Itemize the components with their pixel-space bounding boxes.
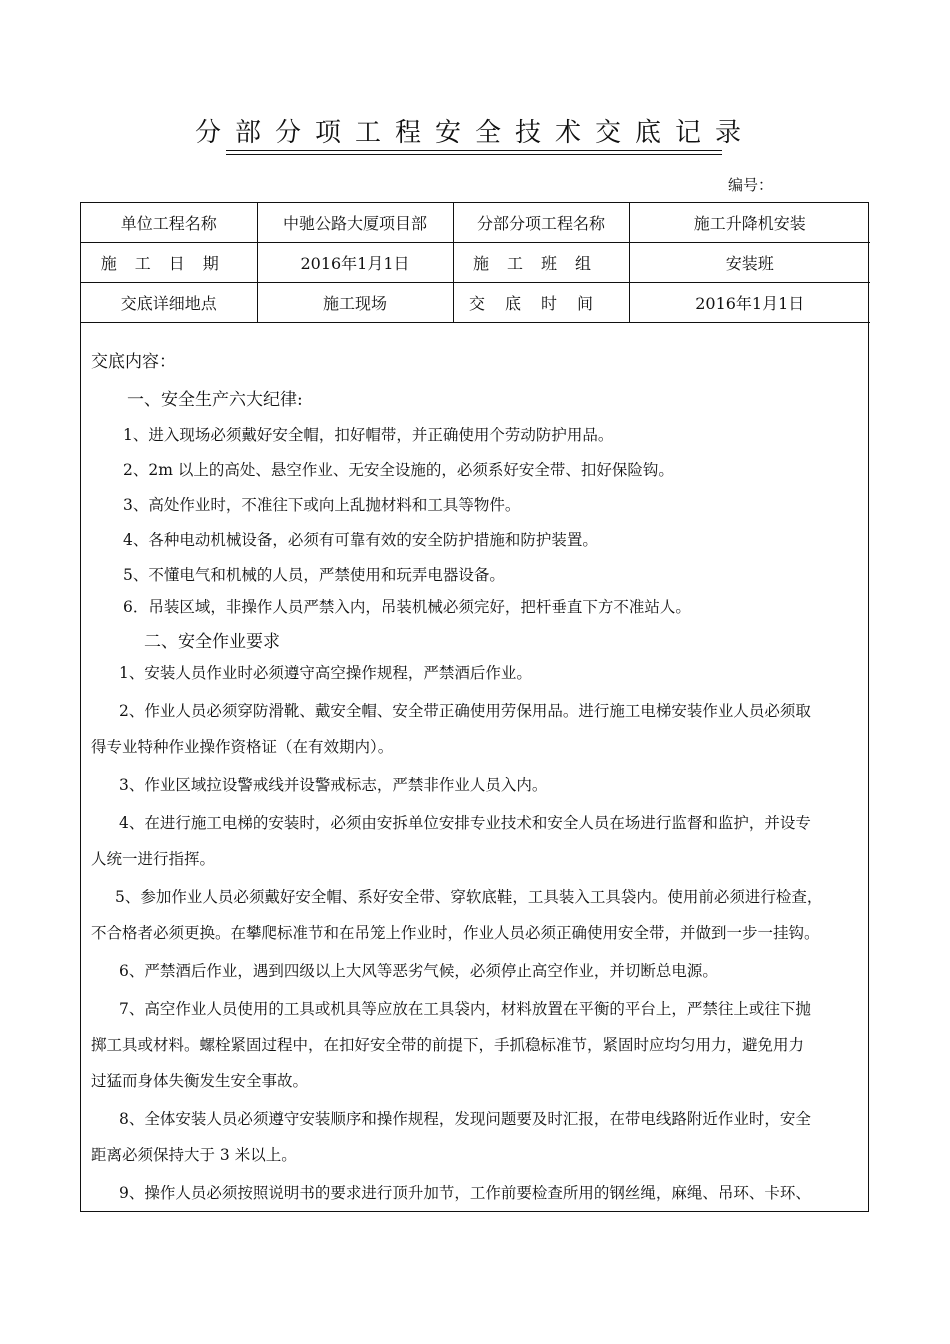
table-row <box>81 203 870 243</box>
construction-date-value: 2016年1月1日 <box>257 243 453 283</box>
list-item: 6、严禁酒后作业，遇到四级以上大风等恶劣气候，必须停止高空作业，并切断总电源。 <box>119 962 718 980</box>
list-item: 8、全体安装人员必须遵守安装顺序和操作规程，发现问题要及时汇报，在带电线路附近作业时，安全 <box>119 1110 811 1128</box>
list-item: 5、不懂电气和机械的人员，严禁使用和玩弄电器设备。 <box>123 566 505 584</box>
time-label: 交底时间 <box>453 283 629 323</box>
section-title: 一、安全生产六大纪律: <box>127 390 303 410</box>
list-item: 不合格者必须更换。在攀爬标准节和在吊笼上作业时，作业人员必须正确使用安全带，并做到一步一挂钩。 <box>91 924 820 942</box>
title-underline <box>226 150 722 151</box>
title-underline-double <box>226 154 722 155</box>
sub-project-label: 分部分项工程名称 <box>453 203 629 243</box>
list-item: 掷工具或材料。螺栓紧固过程中，在扣好安全带的前提下，手抓稳标准节，紧固时应均匀用力，避免用力 <box>91 1036 805 1054</box>
list-item: 3、高处作业时，不准往下或向上乱抛材料和工具等物件。 <box>123 496 521 514</box>
list-item: 得专业特种作业操作资格证（在有效期内）。 <box>91 738 394 756</box>
list-item: 3、作业区域拉设警戒线并设警戒标志，严禁非作业人员入内。 <box>119 776 548 794</box>
unit-project-value: 中驰公路大厦项目部 <box>257 203 453 243</box>
list-item: 过猛而身体失衡发生安全事故。 <box>91 1072 309 1090</box>
list-item: 人统一进行指挥。 <box>91 850 216 868</box>
list-item: 2、作业人员必须穿防滑靴、戴安全帽、安全带正确使用劳保用品。进行施工电梯安装作业人员必须取 <box>119 702 811 720</box>
serial-number-label: 编号： <box>728 176 774 194</box>
info-table <box>81 203 870 323</box>
time-value: 2016年1月1日 <box>629 283 870 323</box>
list-item: 9、操作人员必须按照说明书的要求进行顶升加节，工作前要检查所用的钢丝绳，麻绳、吊环、卡环、 <box>119 1184 811 1202</box>
team-label: 施工班组 <box>453 243 629 283</box>
disclosure-record-form <box>80 202 869 1212</box>
construction-date-label: 施工日期 <box>81 243 257 283</box>
location-value: 施工现场 <box>257 283 453 323</box>
list-item: 4、各种电动机械设备，必须有可靠有效的安全防护措施和防护装置。 <box>123 531 598 549</box>
list-item: 6．吊装区域，非操作人员严禁入内，吊装机械必须完好，把杆垂直下方不准站人。 <box>123 598 691 616</box>
list-item: 7、高空作业人员使用的工具或机具等应放在工具袋内，材料放置在平衡的平台上，严禁往上或往下抛 <box>119 1000 811 1018</box>
team-value: 安装班 <box>629 243 870 283</box>
sub-project-value: 施工升降机安装 <box>629 203 870 243</box>
table-row <box>81 243 870 283</box>
table-row <box>81 283 870 323</box>
content-heading: 交底内容： <box>91 352 176 372</box>
unit-project-label: 单位工程名称 <box>81 203 257 243</box>
list-item: 2、2m 以上的高处、悬空作业、无安全设施的，必须系好安全带、扣好保险钩。 <box>123 461 674 479</box>
list-item: 1、进入现场必须戴好安全帽，扣好帽带，并正确使用个劳动防护用品。 <box>123 426 614 444</box>
document-title: 分部分项工程安全技术交底记录 <box>194 118 755 148</box>
list-item: 5、参加作业人员必须戴好安全帽、系好安全带、穿软底鞋，工具装入工具袋内。使用前必须进行检查， <box>115 888 823 906</box>
list-item: 1、安装人员作业时必须遵守高空操作规程，严禁酒后作业。 <box>119 664 532 682</box>
section-title: 二、安全作业要求 <box>144 632 280 652</box>
list-item: 距离必须保持大于 3 米以上。 <box>91 1146 297 1164</box>
list-item: 4、在进行施工电梯的安装时，必须由安拆单位安排专业技术和安全人员在场进行监督和监护，并设专 <box>119 814 811 832</box>
location-label: 交底详细地点 <box>81 283 257 323</box>
